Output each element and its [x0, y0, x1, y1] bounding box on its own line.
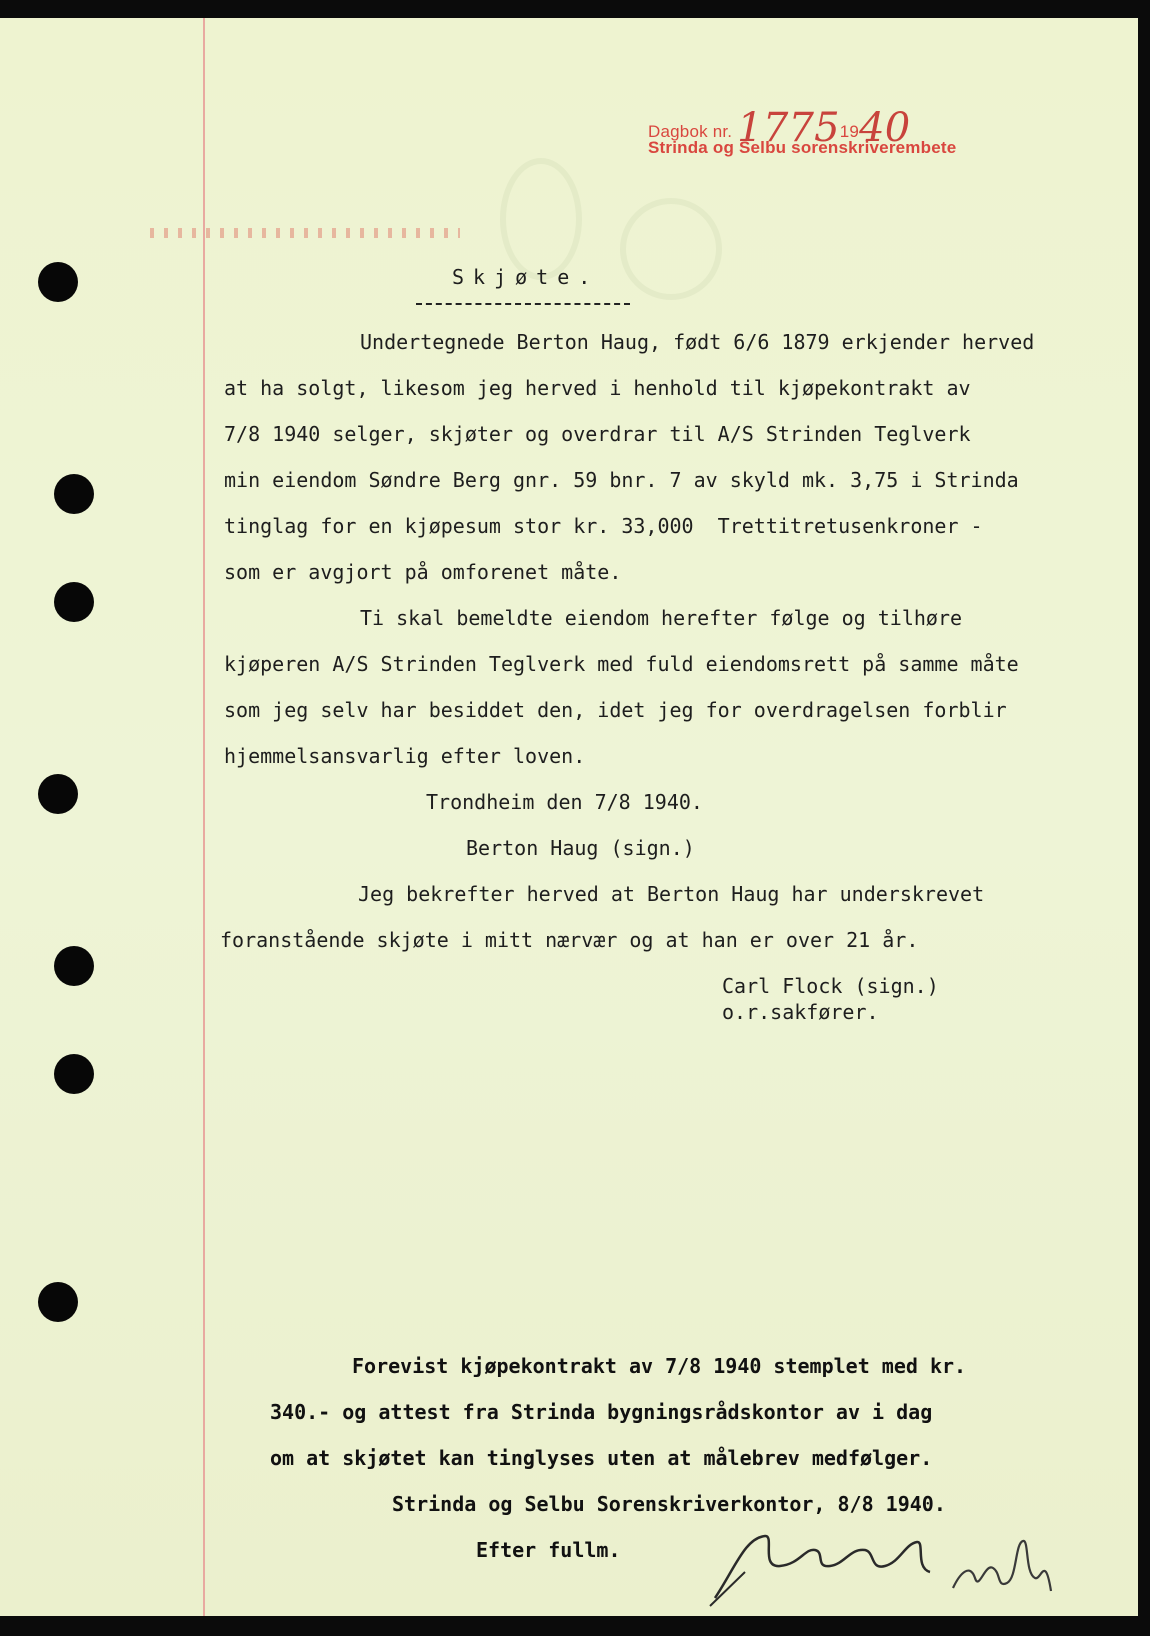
margin-line [203, 18, 205, 1616]
registration-line: om at skjøtet kan tinglyses uten at målebrev medfølger. [270, 1446, 933, 1470]
place-date: Trondheim den 7/8 1940. [426, 790, 703, 814]
punch-hole [38, 1282, 78, 1322]
initials-signature [945, 1533, 1055, 1603]
journal-year: 40 [859, 105, 911, 151]
witness-signature: Carl Flock (sign.) [722, 974, 939, 998]
body-line: Ti skal bemeldte eiendom herefter følge og tilhøre [360, 606, 963, 630]
registration-line: Efter fullm. [476, 1538, 621, 1562]
body-line: som jeg selv har besiddet den, idet jeg for overdragelsen forblir [224, 698, 1007, 722]
journal-number: 1775 [737, 105, 840, 151]
year-prefix: 19 [839, 122, 860, 141]
stamp-smudge [150, 228, 460, 238]
title-underline [416, 303, 630, 305]
punch-hole [54, 582, 94, 622]
body-line: 7/8 1940 selger, skjøter og overdrar til A/S Strinden Teglverk [224, 422, 971, 446]
office-stamp: Strinda og Selbu sorenskriverembete [648, 138, 957, 157]
witness-title: o.r.sakfører. [722, 1000, 879, 1024]
registration-line: 340.- og attest fra Strinda bygningsrådskontor av i dag [270, 1400, 933, 1424]
body-line: Undertegnede Berton Haug, født 6/6 1879 erkjender herved [360, 330, 1035, 354]
punch-hole [54, 1054, 94, 1094]
body-line: at ha solgt, likesom jeg herved i henhold til kjøpekontrakt av [224, 376, 971, 400]
punch-hole [54, 946, 94, 986]
body-line: min eiendom Søndre Berg gnr. 59 bnr. 7 av skyld mk. 3,75 i Strinda [224, 468, 1019, 492]
body-line: Jeg bekrefter herved at Berton Haug har underskrevet [358, 882, 985, 906]
punch-hole [38, 774, 78, 814]
background-watermark [620, 198, 722, 300]
body-line: foranstående skjøte i mitt nærvær og at han er over 21 år. [220, 928, 919, 952]
registration-line: Strinda og Selbu Sorenskriverkontor, 8/8 1940. [392, 1492, 946, 1516]
body-line: som er avgjort på omforenet måte. [224, 560, 622, 584]
punch-hole [38, 262, 78, 302]
handwritten-signature [705, 1528, 935, 1608]
body-line: tinglag for en kjøpesum stor kr. 33,000 Trettitretusenkroner - [224, 514, 983, 538]
seller-signature: Berton Haug (sign.) [466, 836, 695, 860]
body-line: kjøperen A/S Strinden Teglverk med fuld eiendomsrett på samme måte [224, 652, 1019, 676]
registration-line: Forevist kjøpekontrakt av 7/8 1940 stemplet med kr. [352, 1354, 967, 1378]
background-watermark [500, 158, 582, 280]
body-line: hjemmelsansvarlig efter loven. [224, 744, 586, 768]
punch-hole [54, 474, 94, 514]
stamp-prefix: Dagbok nr. [648, 122, 733, 141]
document-page [0, 18, 1138, 1616]
document-title: Skjøte. [452, 265, 600, 289]
